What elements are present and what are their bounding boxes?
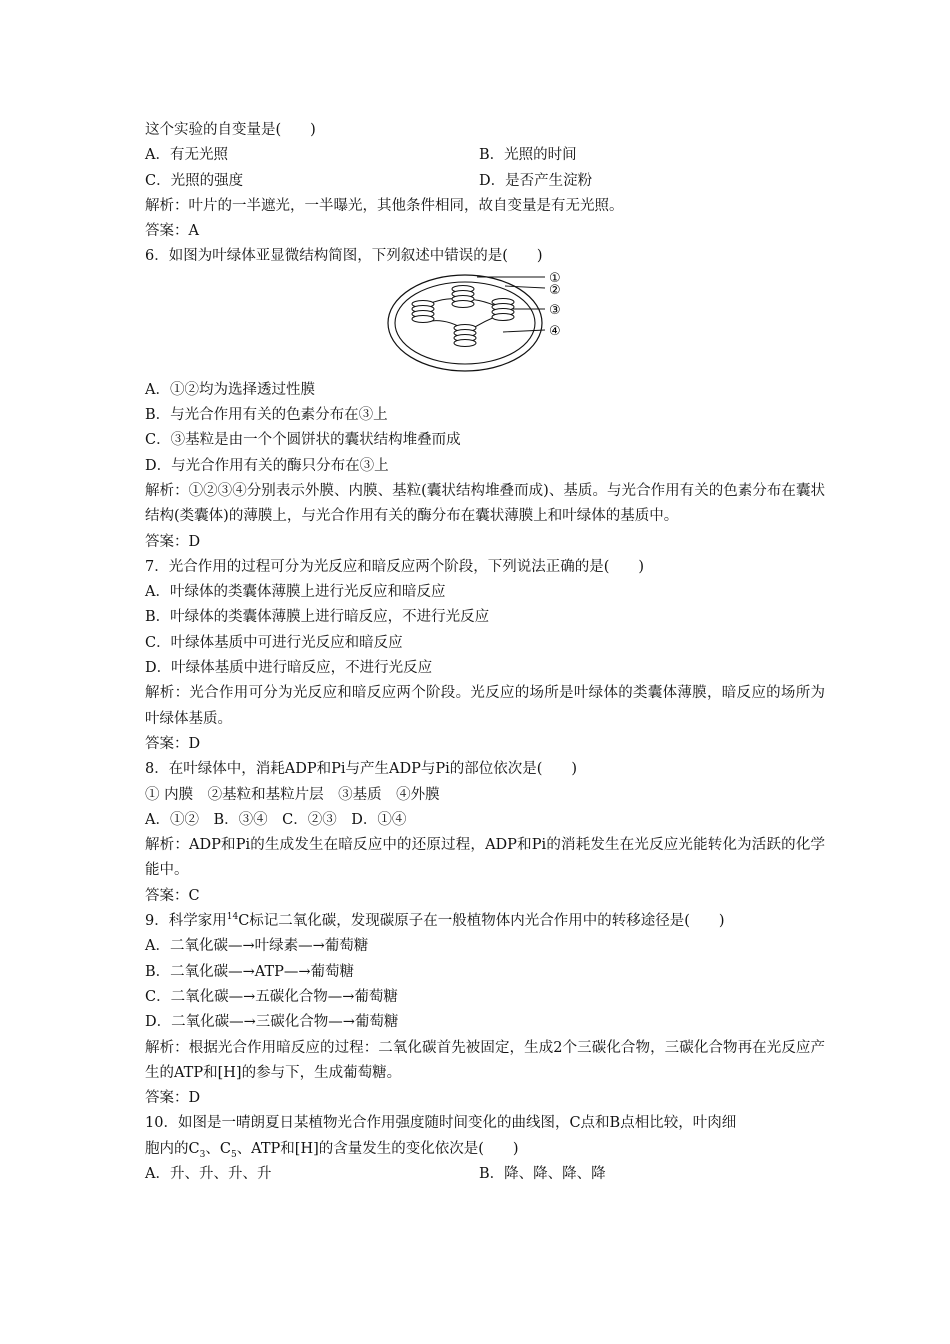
q10-stem-line1: 10．如图是一晴朗夏日某植物光合作用强度随时间变化的曲线图，C点和B点相比较，叶肉细 — [145, 1115, 737, 1132]
q9-option-b: B．二氧化碳—→ATP—→葡萄糖 — [145, 963, 355, 980]
q6-option-a: A．①②均为选择透过性膜 — [145, 381, 315, 398]
q5-option-d: D．是否产生淀粉 — [479, 172, 593, 189]
q9-answer: 答案：D — [145, 1090, 201, 1107]
granum-1 — [412, 300, 434, 322]
q6-option-b: B．与光合作用有关的色素分布在③上 — [145, 407, 388, 424]
q10-option-b: B．降、降、降、降 — [479, 1165, 606, 1182]
q5-option-c: C．光照的强度 — [145, 172, 244, 189]
q10-stem-part-b: 、C — [205, 1140, 231, 1157]
q7-option-c: C．叶绿体基质中可进行光反应和暗反应 — [145, 634, 403, 651]
q7-option-a: A．叶绿体的类囊体薄膜上进行光反应和暗反应 — [145, 584, 446, 601]
q5-option-a: A．有无光照 — [145, 147, 228, 164]
q9-option-c: C．二氧化碳—→五碳化合物—→葡萄糖 — [145, 988, 398, 1005]
q9-option-a: A．二氧化碳—→叶绿素—→葡萄糖 — [145, 938, 369, 955]
q9-stem — [145, 909, 825, 934]
granum-3 — [492, 298, 514, 320]
label-3: ③ — [549, 302, 561, 318]
q9-stem-pre: 9．科学家用 — [145, 913, 227, 930]
q5-option-b: B．光照的时间 — [479, 147, 577, 164]
q10-sub-5: 5 — [230, 1149, 237, 1160]
chloroplast-figure — [145, 270, 825, 378]
q8-analysis: 解析：ADP和Pi的生成发生在暗反应中的还原过程，ADP和Pi的消耗发生在光反应光能转化为活跃的化学能中。 — [145, 837, 825, 879]
q5-stem: 这个实验的自变量是( ) — [145, 122, 316, 138]
q7-option-d: D．叶绿体基质中进行暗反应，不进行光反应 — [145, 660, 433, 677]
q8-items: ① 内膜 ②基粒和基粒片层 ③基质 ④外膜 — [145, 786, 440, 803]
label-2: ② — [549, 282, 561, 298]
label-4: ④ — [549, 323, 561, 339]
q7-answer: 答案：D — [145, 735, 201, 752]
q5-analysis: 解析：叶片的一半遮光，一半曝光，其他条件相同，故自变量是有无光照。 — [145, 197, 624, 214]
q8-answer: 答案：C — [145, 887, 200, 904]
q8-stem: 8．在叶绿体中，消耗ADP和Pi与产生ADP与Pi的部位依次是( ) — [145, 761, 578, 778]
q10-option-a: A．升、升、升、升 — [145, 1165, 272, 1182]
q10-stem-part-c: 、ATP和[H]的含量发生的变化依次是( ) — [236, 1140, 519, 1157]
q10-sub-3: 3 — [199, 1149, 206, 1160]
q6-answer: 答案：D — [145, 533, 201, 550]
chloroplast-diagram — [385, 272, 575, 376]
q9-analysis: 解析：根据光合作用暗反应的过程：二氧化碳首先被固定，生成2个三碳化合物，三碳化合物再在光反应产生的ATP和[H]的参与下，生成葡萄糖。 — [145, 1039, 825, 1081]
granum-2 — [452, 285, 474, 307]
q7-option-b: B．叶绿体的类囊体薄膜上进行暗反应，不进行光反应 — [145, 609, 490, 626]
q5-answer: 答案：A — [145, 223, 199, 240]
q6-option-c: C．③基粒是由一个个圆饼状的囊状结构堆叠而成 — [145, 432, 461, 449]
q9-stem-post: C标记二氧化碳，发现碳原子在一般植物体内光合作用中的转移途径是( ) — [238, 913, 725, 930]
document-page — [145, 118, 825, 1187]
q10-options-ab — [145, 1162, 825, 1187]
q10-stem-part-a: 胞内的C — [145, 1140, 200, 1157]
q8-options: A．①② B．③④ C．②③ D．①④ — [145, 811, 407, 828]
q9-isotope-mass: 14 — [226, 912, 239, 923]
q6-stem: 6．如图为叶绿体亚显微结构简图，下列叙述中错误的是( ) — [145, 248, 543, 265]
granum-4 — [454, 324, 476, 346]
q7-analysis: 解析：光合作用可分为光反应和暗反应两个阶段。光反应的场所是叶绿体的类囊体薄膜，暗反应的场所为叶绿体基质。 — [145, 685, 825, 727]
label-1: ① — [549, 271, 561, 286]
q5-options-ab — [145, 143, 825, 168]
q7-stem: 7．光合作用的过程可分为光反应和暗反应两个阶段，下列说法正确的是( ) — [145, 558, 645, 575]
q9-option-d: D．二氧化碳—→三碳化合物—→葡萄糖 — [145, 1014, 399, 1031]
q5-options-cd — [145, 169, 825, 194]
q10-stem-line2 — [145, 1137, 825, 1162]
q6-analysis: 解析：①②③④分别表示外膜、内膜、基粒(囊状结构堆叠而成)、基质。与光合作用有关的色素分布在囊状结构(类囊体)的薄膜上，与光合作用有关的酶分布在囊状薄膜上和叶绿体的基质中。 — [145, 482, 825, 525]
q6-option-d: D．与光合作用有关的酶只分布在③上 — [145, 457, 389, 474]
